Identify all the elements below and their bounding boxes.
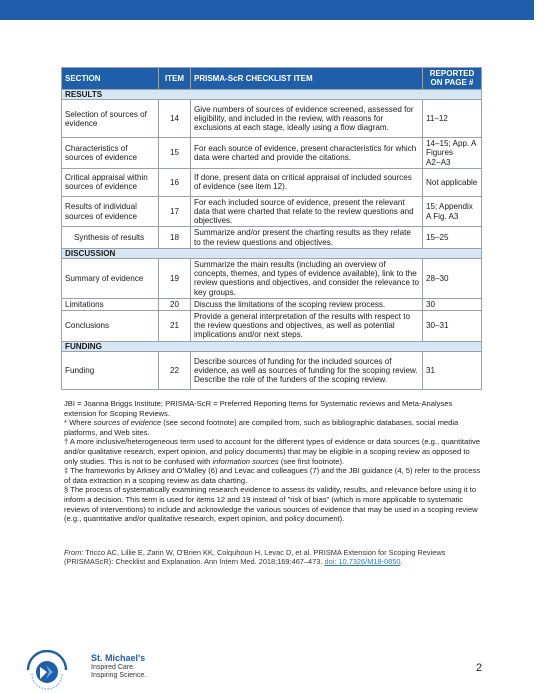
citation-from-label: From: xyxy=(64,548,84,557)
row-reported-page: 11–12 xyxy=(423,100,482,138)
footnote-dagger-emphasis: information sources xyxy=(212,456,279,466)
table-row xyxy=(62,138,482,169)
table-header-row xyxy=(62,68,482,90)
row-label: Synthesis of results xyxy=(62,227,159,248)
table-row xyxy=(62,227,482,248)
citation-text: Tricco AC, Lillie E, Zarin W, O'Brien KK, Colquhoun H, Levac D, et al. PRISMA Extension for Scoping Reviews (PRISMAScR): Checklist and Explanation. Ann Intern Med. 2018;169:467–473. xyxy=(64,548,446,567)
row-item-number: 21 xyxy=(159,311,191,342)
row-reported-page: Not applicable xyxy=(423,168,482,196)
row-item-number: 18 xyxy=(159,227,191,248)
section-row-funding xyxy=(62,341,482,351)
footnote-dagger-text-end: (see first footnote). xyxy=(278,456,345,466)
row-item-number: 15 xyxy=(159,138,191,169)
row-item-number: 20 xyxy=(159,298,191,310)
table-row xyxy=(62,196,482,227)
top-banner-cap xyxy=(534,0,550,20)
row-reported-page: 15; Appendix A Fig. A3 xyxy=(423,196,482,227)
footnotes xyxy=(64,399,484,524)
page-number: 2 xyxy=(476,662,483,674)
row-checklist-text: For each included source of evidence, present the relevant data that were charted that relate to the review questions and objectives. xyxy=(191,196,423,227)
row-label: Results of individual sources of evidence xyxy=(62,196,159,227)
row-checklist-text: Summarize the main results (including an overview of concepts, themes, and types of evidence available), link to the review questions and objectives, and consider the relevance to key groups. xyxy=(191,259,423,299)
row-checklist-text: Discuss the limitations of the scoping review process. xyxy=(191,298,423,310)
row-reported-page: 15–25 xyxy=(423,227,482,248)
header-reported-on-page xyxy=(423,68,482,90)
row-reported-page: 31 xyxy=(423,351,482,389)
row-label: Summary of evidence xyxy=(62,259,159,299)
citation-end: . xyxy=(400,557,403,567)
table-row xyxy=(62,351,482,389)
footnote-star-emphasis: sources of evidence xyxy=(93,418,162,428)
row-label: Characteristics of sources of evidence xyxy=(62,138,159,169)
section-row-discussion xyxy=(62,248,482,258)
citation-doi-link[interactable]: doi: 10.7326/M18-0850 xyxy=(324,557,401,567)
header-reported-line2: ON PAGE # xyxy=(430,77,474,87)
row-item-number: 14 xyxy=(159,100,191,138)
table-row xyxy=(62,100,482,138)
row-label: Conclusions xyxy=(62,311,159,342)
row-checklist-text: Describe sources of funding for the included sources of evidence, as well as sources of funding for the scoping review. Describe the role of the funders of the scoping review. xyxy=(191,351,423,389)
section-title: DISCUSSION xyxy=(62,248,482,258)
section-title: FUNDING xyxy=(62,341,482,351)
footnote-section: § The process of systematically examining research evidence to assess its validity, results, and relevance before using it to inform a decision. This term is used for items 12 and 19 instead of "risk of bias" (which is more applicable to systematic reviews of interventions) to include and acknowledge the various sources of evidence that may be used in a scoping review (e.g., quantitative and/or qualitative research, expert opinion, and policy document). xyxy=(64,485,478,524)
row-label: Limitations xyxy=(62,298,159,310)
row-checklist-text: Give numbers of sources of evidence screened, assessed for eligibility, and included in the review, with reasons for exclusions at each stage, ideally using a flow diagram. xyxy=(191,100,423,138)
section-title: RESULTS xyxy=(62,90,482,100)
section-row-results xyxy=(62,90,482,100)
logo-tagline-2: Inspiring Science. xyxy=(91,672,147,680)
prisma-checklist-table xyxy=(61,67,482,390)
table-row xyxy=(62,168,482,196)
footnote-star-text-end: (see second footnote) are compiled from, such as bibliographic databases, social media platforms, and Web sites. xyxy=(64,418,459,437)
row-checklist-text: For each source of evidence, present characteristics for which data were charted and provide the citations. xyxy=(191,138,423,169)
row-label: Funding xyxy=(62,351,159,389)
row-checklist-text: Provide a general interpretation of the results with respect to the review questions and objectives, as well as potential implications and/or next steps. xyxy=(191,311,423,342)
header-reported-line1: REPORTED xyxy=(429,68,475,78)
table-row xyxy=(62,311,482,342)
table-row xyxy=(62,298,482,310)
header-section: SECTION xyxy=(62,68,159,90)
table-row xyxy=(62,259,482,299)
st-michaels-logo-icon xyxy=(22,650,72,690)
row-item-number: 22 xyxy=(159,351,191,389)
row-checklist-text: If done, present data on critical appraisal of included sources of evidence (see item 12). xyxy=(191,168,423,196)
footnote-double-dagger: ‡ The frameworks by Arksey and O’Malley (6) and Levac and colleagues (7) and the JBI guidance (4, 5) refer to the process of data extraction in a scoping review as data charting. xyxy=(64,466,481,485)
row-reported-page: 14–15; App. A Figures A2−A3 xyxy=(423,138,482,169)
row-checklist-text: Summarize and/or present the charting results as they relate to the review questions and objectives. xyxy=(191,227,423,248)
header-checklist-item: PRISMA-ScR CHECKLIST ITEM xyxy=(191,68,423,90)
row-reported-page: 28–30 xyxy=(423,259,482,299)
footnote-dagger xyxy=(64,437,484,466)
row-item-number: 17 xyxy=(159,196,191,227)
row-item-number: 16 xyxy=(159,168,191,196)
top-banner xyxy=(0,0,550,20)
footnote-star xyxy=(64,418,484,437)
logo-tagline-1: Inspired Care. xyxy=(91,664,135,671)
footnote-dagger-text: † A more inclusive/heterogeneous term used to account for the different types of evidence or data sources (e.g., quantitative and/or qualitative research, expert opinion, and policy documents) that may be eligible in a scoping review as opposed to only studies. This is not to be confused with xyxy=(64,437,481,466)
citation xyxy=(64,548,484,567)
row-item-number: 19 xyxy=(159,259,191,299)
row-label: Selection of sources of evidence xyxy=(62,100,159,138)
row-reported-page: 30–31 xyxy=(423,311,482,342)
logo-text xyxy=(91,653,146,681)
logo-brand: St. Michael's xyxy=(91,653,146,663)
row-label: Critical appraisal within sources of evidence xyxy=(62,168,159,196)
footnote-star-text: * Where xyxy=(64,418,94,428)
footnote-abbreviations: JBI = Joanna Briggs Institute; PRISMA-ScR = Preferred Reporting Items for Systematic reviews and Meta-Analyses extension for Scoping Reviews. xyxy=(64,399,453,418)
header-item: ITEM xyxy=(159,68,191,90)
row-reported-page: 30 xyxy=(423,298,482,310)
